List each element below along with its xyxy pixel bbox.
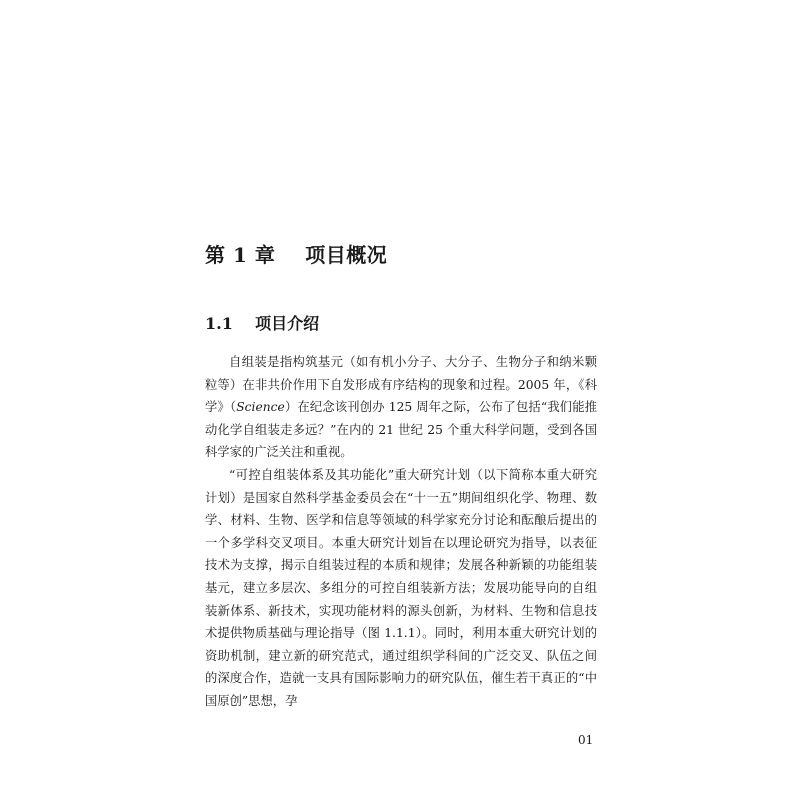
chapter-title: 第 1 章 项目概况: [205, 243, 388, 267]
paragraph-research-plan: “可控自组装体系及其功能化”重大研究计划（以下简称本重大研究计划）是国家自然科学基金委员会在“十一五”期间组织化学、物理、数学、材料、生物、医学和信息等领域的科学家充分讨论和酝酿后提出的一个多学科交叉项目。本重大研究计划旨在以理论研究为指导，以表征技术为支撑，揭示自组装过程的本质和规律；发展各种新颖的功能组装基元，建立多层次、多组分的可控自组装新方法；发展功能导向的自组装新体系、新技术，实现功能材料的源头创新，为材料、生物和信息技术提供物质基础与理论指导（图 1.1.1）。同时，利用本重大研究计划的资助机制，建立新的研究范式，通过组织学科间的广泛交叉、队伍之间的深度合作，造就一支具有国际影响力的研究队伍，催生若干真正的“中国原创”思想，孕: [205, 467, 597, 708]
section-title: 1.1 项目介绍: [205, 314, 320, 333]
body-text: [205, 351, 597, 713]
science-journal-name: Science: [236, 400, 285, 415]
paragraph-1-text-after: ）在纪念该刊创办 125 周年之际，公布了包括“我们能推动化学自组装走多远？”在内的 21 世纪 25 个重大科学问题，受到各国科学家的广泛关注和重视。: [205, 400, 597, 460]
paragraph-1-text-before: 自组装是指构筑基元（如有机小分子、大分子、生物分子和纳米颗粒等）在非共价作用下自发形成有序结构的现象和过程。2005 年，《科学》（: [205, 355, 597, 415]
paragraph-self-assembly: [205, 351, 597, 464]
page-number: 01: [578, 733, 594, 747]
